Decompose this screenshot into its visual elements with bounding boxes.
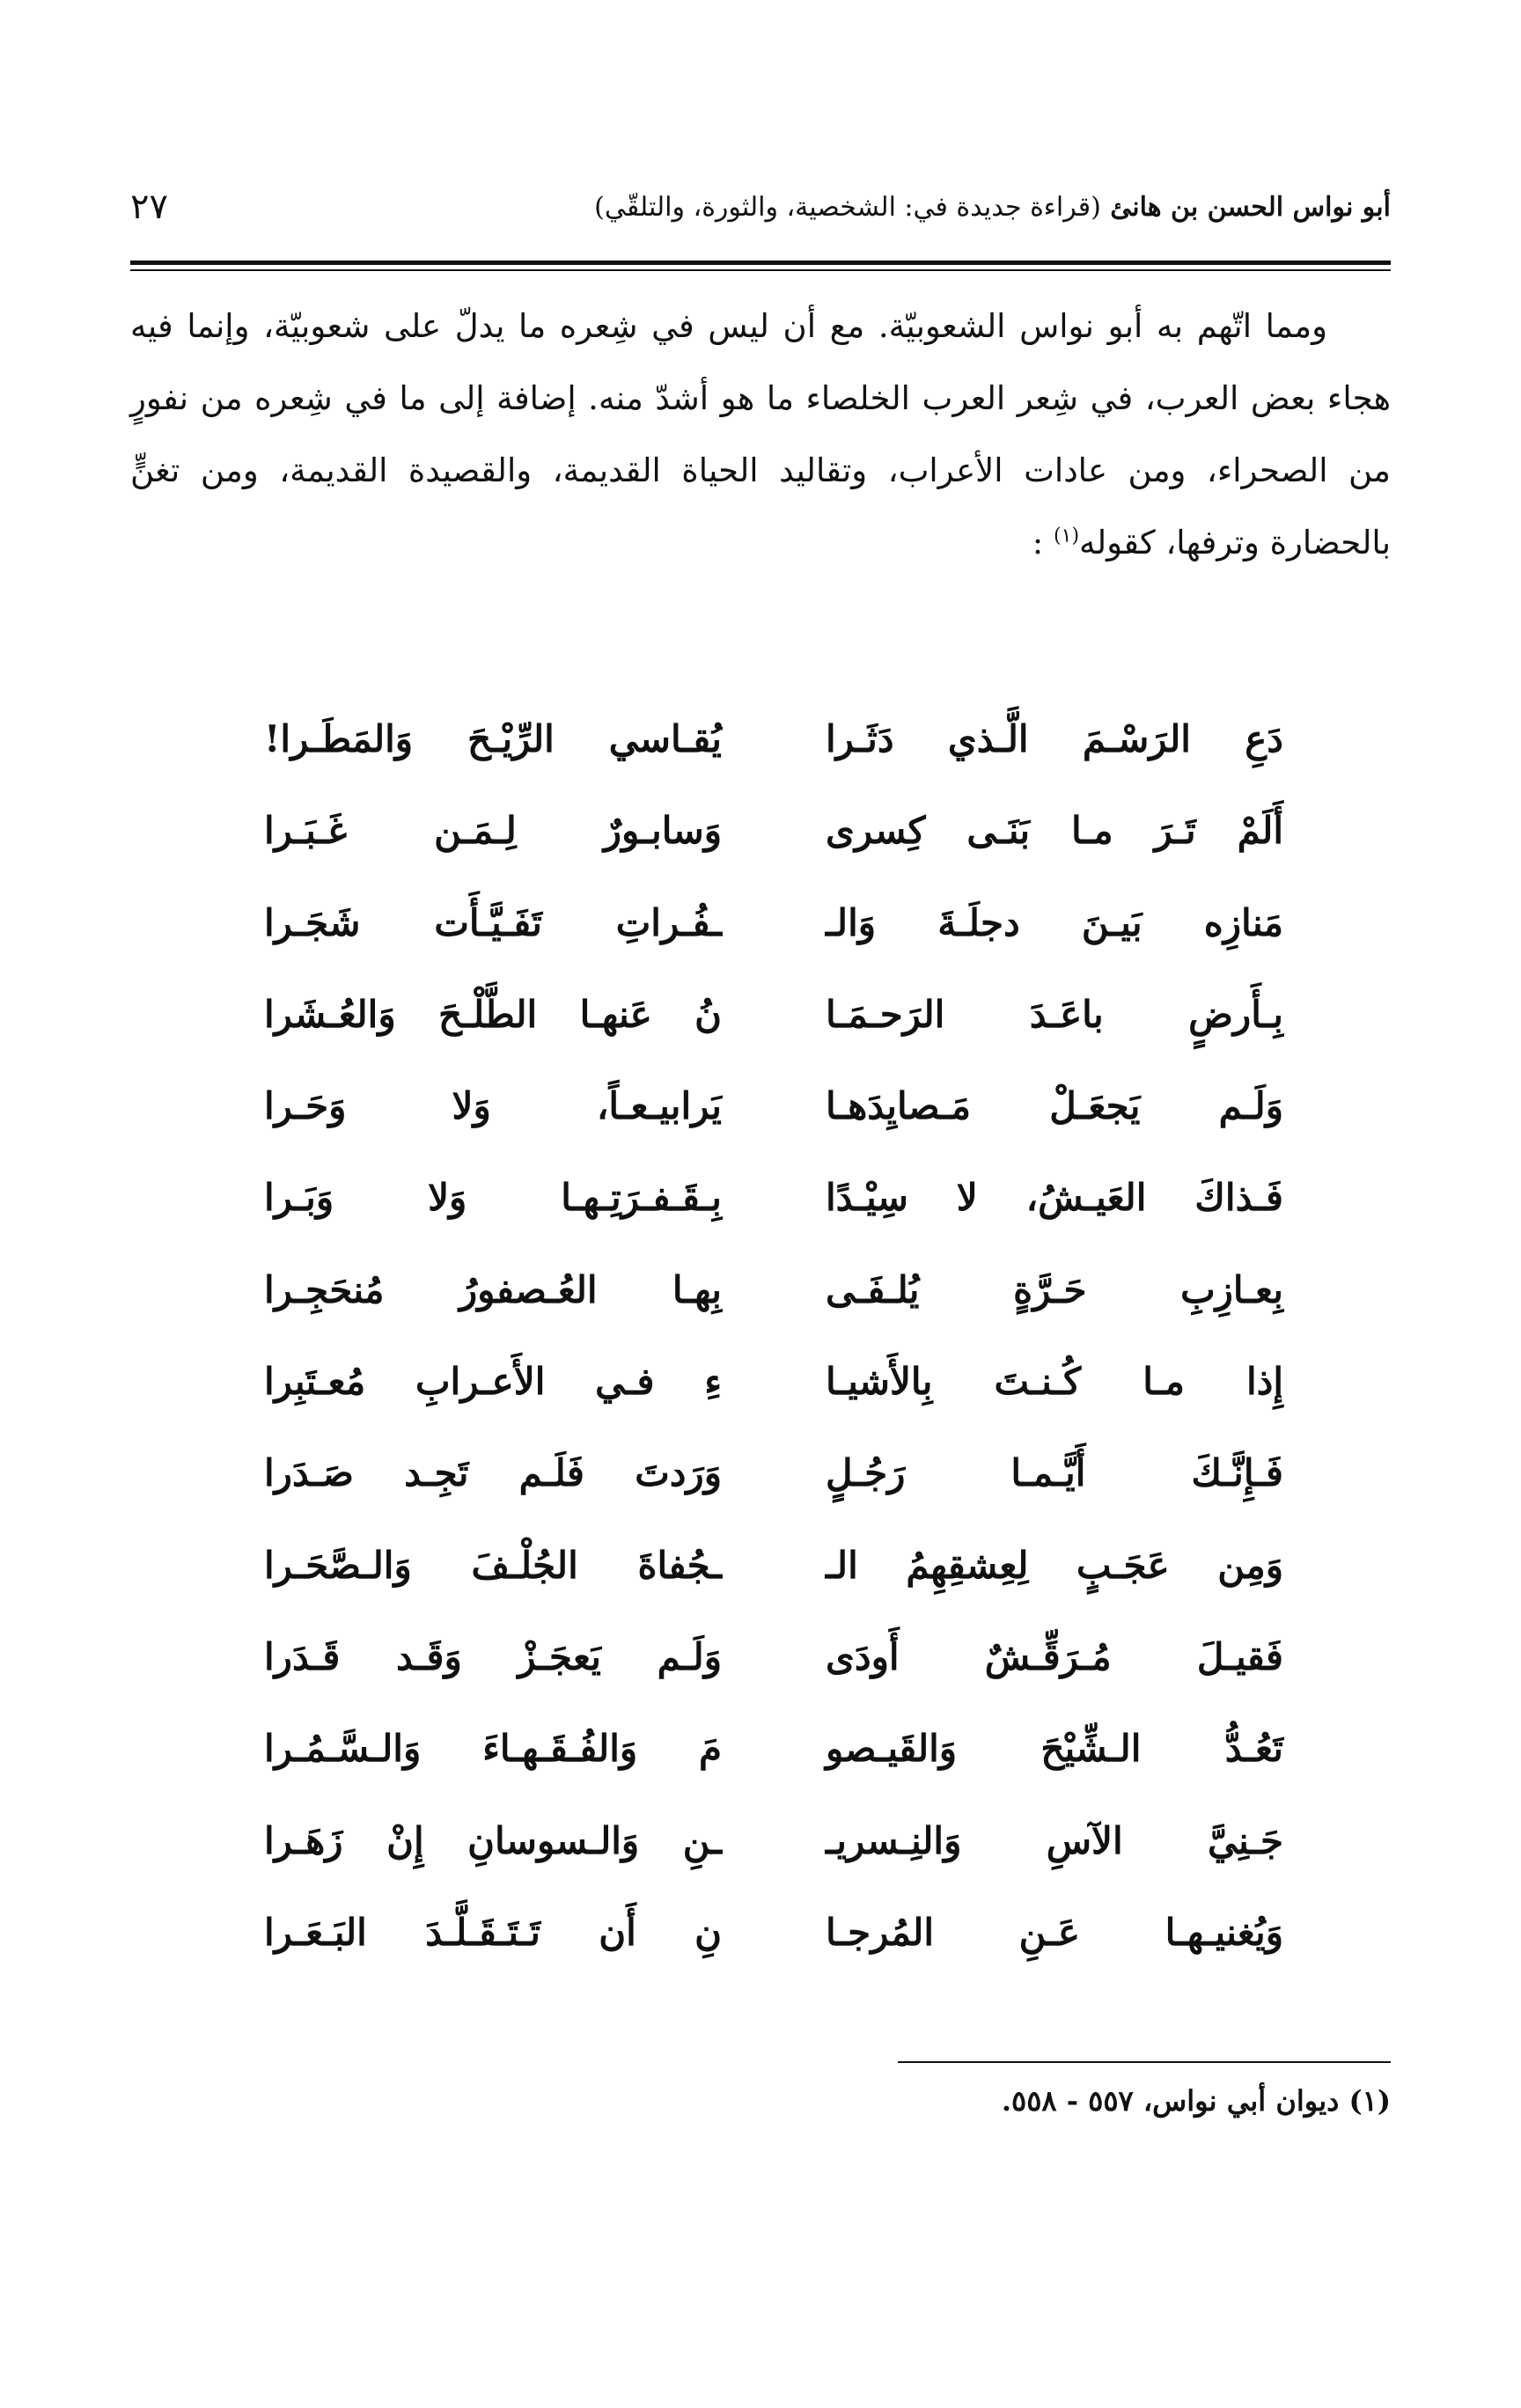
verse-second-hemistich: يَرابيـعـاً، وَلا وَحَـرا [264,1084,722,1128]
verse-second-hemistich: وَرَدتَ فَلَـم تَجِـد صَـدَرا [264,1451,722,1495]
verse-first-hemistich: مَنازِه بَيـنَ دجلَـةَ وَالـ [826,900,1283,944]
poem-verse [264,1911,1283,2002]
paragraph [130,290,1391,579]
footnote-marker: (١) [1054,525,1080,547]
verse-second-hemistich: نُ عَنهـا الطَّلْـحَ وَالعُـشَرا [264,992,722,1036]
verse-second-hemistich: وَسابـورٌ لِـمَـن غَـبَـرا [264,809,722,853]
header-rule-thick [130,261,1391,265]
verse-second-hemistich: ـفُـراتِ تَفَـيَّـأَت شَجَـرا [264,900,722,944]
footnote-rule [898,2061,1391,2063]
header-title-name: أبو نواس الحسن بن هانئ [1110,192,1391,223]
verse-second-hemistich: بِـقَـفـرَتِـهـا وَلا وَبَـرا [264,1176,722,1220]
verse-second-hemistich: وَلَـم يَعجَـزْ وَقَـد قَـدَرا [264,1634,722,1678]
verse-first-hemistich: تَعُـدُّ الـشِّيْحَ وَالقَيـصو [826,1727,1283,1771]
verse-first-hemistich: إِذا مـا كُـنـتَ بِالأَشيـا [826,1360,1283,1404]
poem-verse [264,809,1283,900]
verse-second-hemistich: بِهـا العُـصفورُ مُنحَجِـرا [264,1267,722,1311]
poem-verse [264,1544,1283,1635]
poem-verse [264,1360,1283,1451]
verse-first-hemistich: بِعـازِبِ حَـرَّةٍ يُلـفَـى [826,1267,1283,1311]
verse-first-hemistich: بِـأَرضٍ باعَـدَ الرَحـمَـا [826,992,1283,1036]
header-title [594,192,1391,223]
verse-second-hemistich: مَ وَالفُـقَـهـاءَ وَالـسَّـمُـرا [264,1727,722,1771]
verse-first-hemistich: جَـنِيَّ الآسِ وَالنِـسريـ [826,1818,1283,1862]
verse-first-hemistich: فَـإِنَّـكَ أَيَّـمـا رَجُـلٍ [826,1451,1283,1495]
poem-verse [264,1727,1283,1818]
poem-verse [264,717,1283,809]
verse-first-hemistich: فَـذاكَ العَيـشُ، لا سِيْـدًا [826,1176,1283,1220]
footnote: (١) ديوان أبي نواس، ٥٥٧ - ٥٥٨. [1001,2084,1391,2118]
verse-first-hemistich: وَمِن عَجَـبٍ لِعِشقِهِمُ الـ [826,1543,1283,1587]
paragraph-ending: : [1032,524,1054,562]
poem-verse [264,993,1283,1084]
header-subtitle: (قراءة جديدة في: الشخصية، والثورة، والتلقّي) [594,192,1101,223]
paragraph-text: ومما اتّهم به أبو نواس الشعوبيّة. مع أن ليس في شِعره ما يدلّ على شعوبيّة، وإنما فيه هجاء بعض العرب، في شِعر العرب الخلصاء ما هو أشدّ منه. إضافة إلى ما في شِعره من نفورٍ من الصحراء، ومن عادات الأعراب، وتقاليد الحياة القديمة، والقصيدة القديمة، ومن تغنٍّ بالحضارة وترفها، كقوله [130,307,1391,562]
header-rule-thin [130,269,1391,271]
poem-verse [264,901,1283,993]
page-number: ٢٧ [130,187,168,227]
verse-second-hemistich: ءِ فـي الأَعـرابِ مُعـتَبِرا [264,1360,722,1404]
verse-second-hemistich: ـجُفاةَ الجُلْـفَ وَالـصَّحَـرا [264,1543,722,1587]
poem-verse [264,1635,1283,1727]
poem [264,717,1283,2002]
verse-first-hemistich: وَلَـم يَجعَـلْ مَـصايِدَهـا [826,1084,1283,1128]
poem-verse [264,1176,1283,1267]
poem-verse [264,1084,1283,1176]
verse-first-hemistich: وَيُغنيـهـا عَـنِ المُرجـا [826,1910,1283,1954]
body-text [130,290,1391,579]
verse-second-hemistich: نِ أَن تَـتَـقَـلَّـدَ البَـعَـرا [264,1910,722,1954]
poem-verse [264,1819,1283,1911]
verse-first-hemistich: أَلَمْ تَـرَ مـا بَنَـى كِسرى [826,809,1283,853]
verse-first-hemistich: فَقيـلَ مُـرَقِّـشٌ أَودَى [826,1634,1283,1678]
verse-second-hemistich: ـنِ وَالـسوسانِ إِنْ زَهَـرا [264,1818,722,1862]
poem-verse [264,1268,1283,1360]
verse-first-hemistich: دَعِ الرَسْـمَ الَّـذي دَثَـرا [826,717,1283,760]
poem-verse [264,1451,1283,1543]
running-header [130,187,1391,253]
verse-second-hemistich: يُقـاسي الرِّيْـحَ وَالمَطَـرا! [264,717,722,760]
